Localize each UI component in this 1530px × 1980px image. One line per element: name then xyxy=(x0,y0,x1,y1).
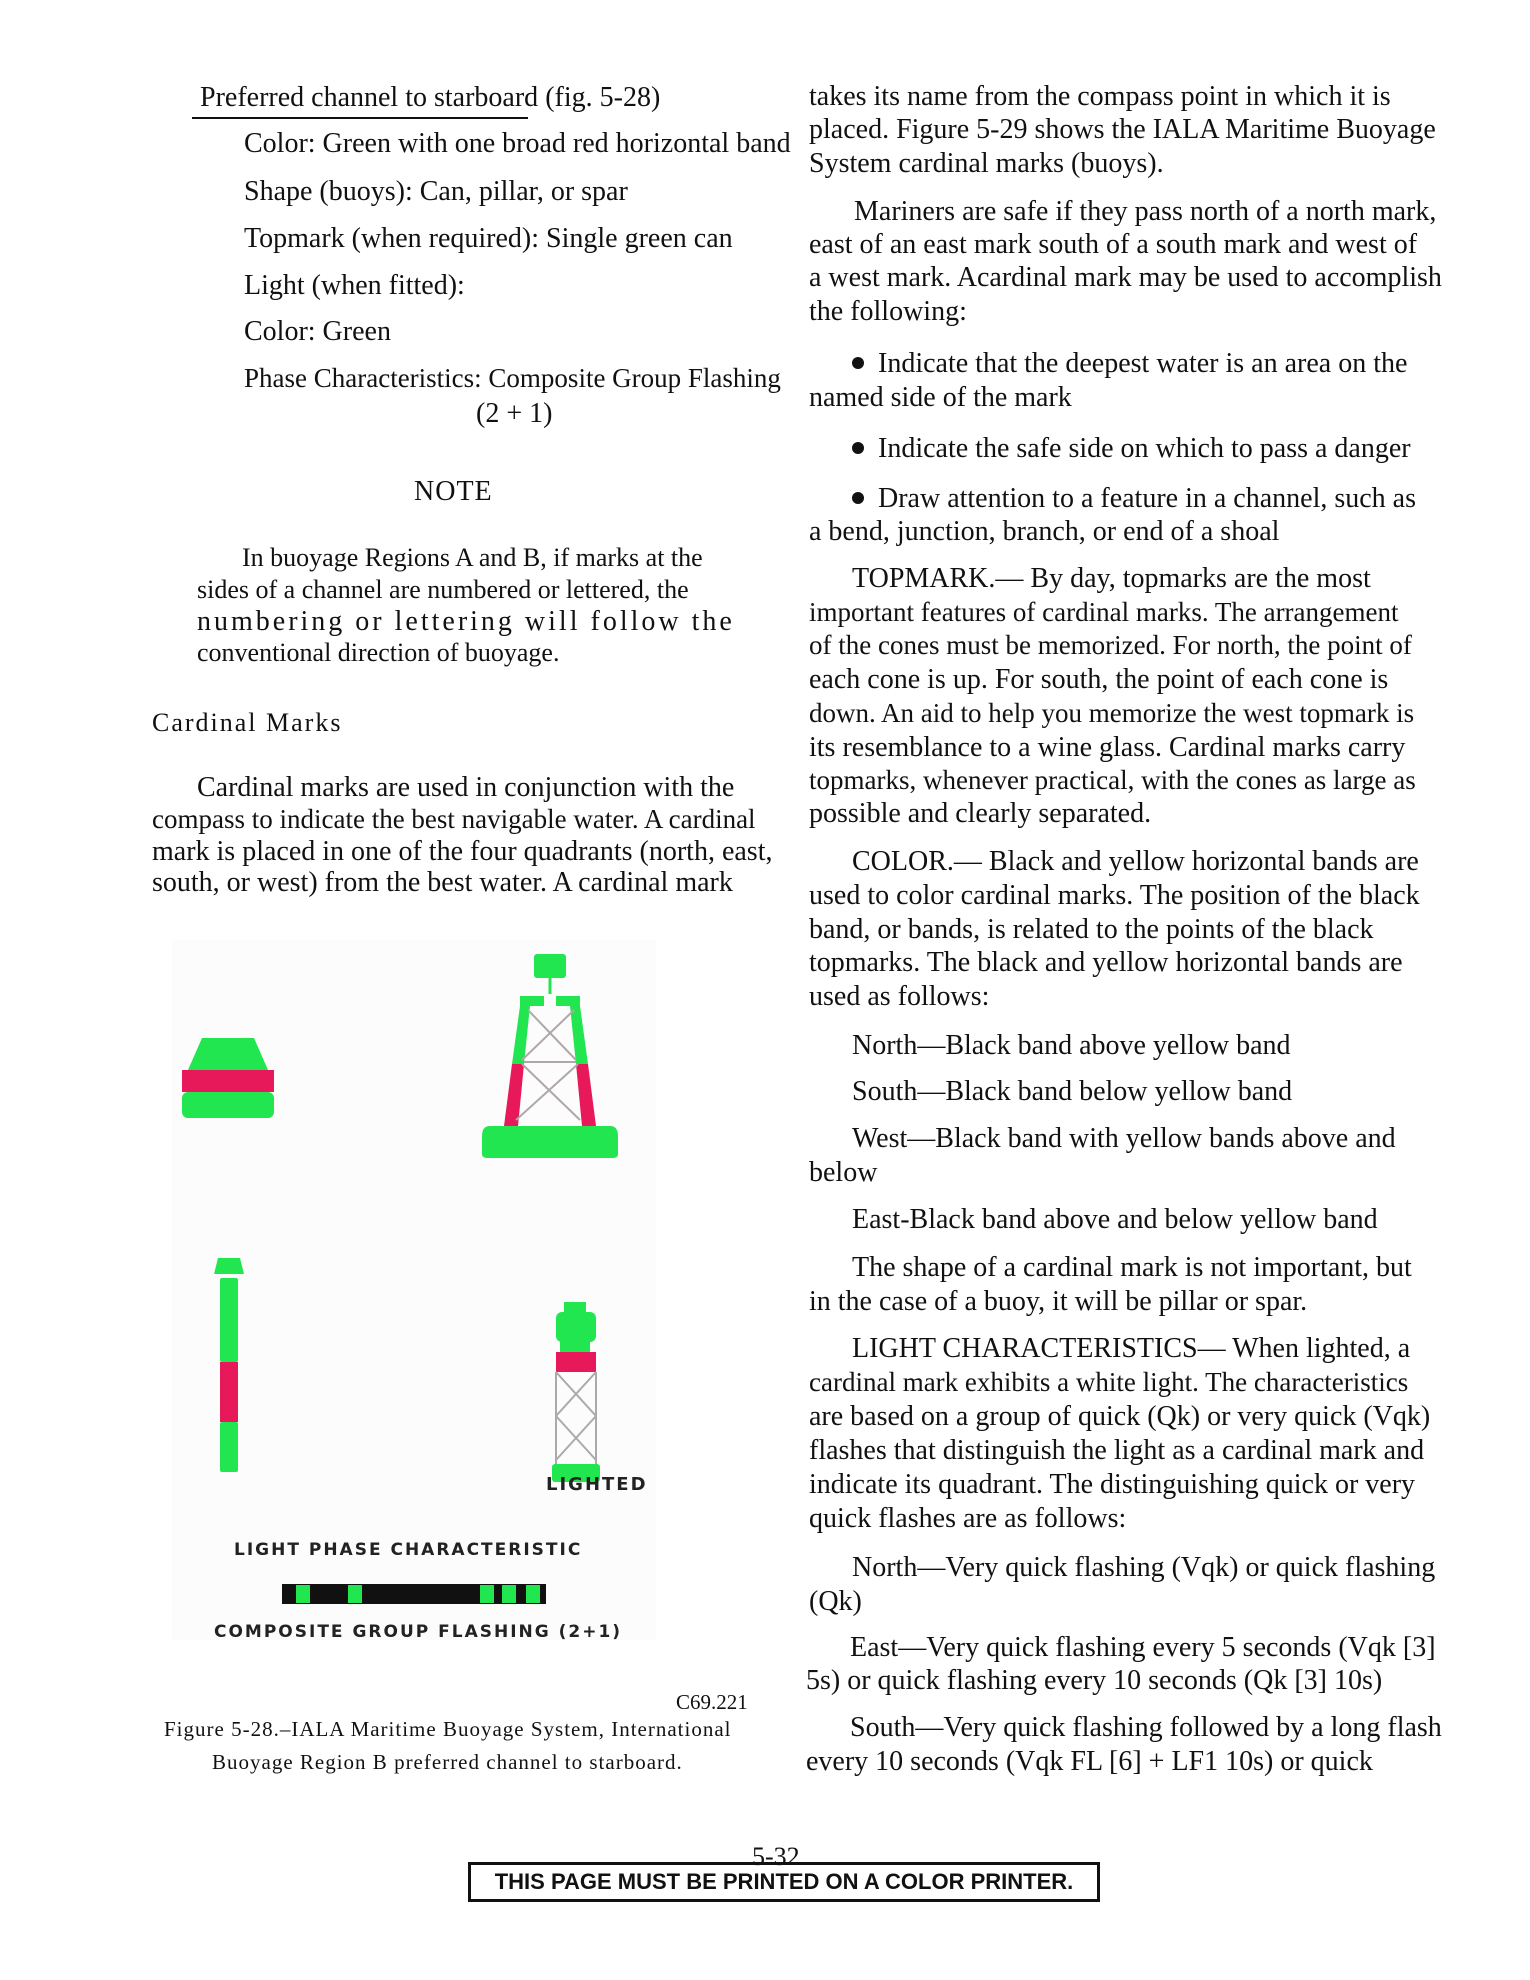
bullet-text: Indicate the safe side on which to pass a danger xyxy=(878,433,1411,464)
para-line: takes its name from the compass point in which it is xyxy=(809,81,1391,112)
para-line: Mariners are safe if they pass north of a north mark, xyxy=(854,196,1437,227)
para-line: are based on a group of quick (Qk) or very quick (Vqk) xyxy=(809,1401,1431,1432)
para-line: compass to indicate the best navigable water. A cardinal xyxy=(152,804,756,834)
bullet-item xyxy=(852,485,1416,513)
para-line: TOPMARK.— By day, topmarks are the most xyxy=(852,563,1371,594)
para-line: cardinal mark exhibits a white light. The characteristics xyxy=(809,1367,1409,1397)
bullet-text: a bend, junction, branch, or end of a shoal xyxy=(809,516,1280,547)
band-south: South—Black band below yellow band xyxy=(852,1076,1293,1107)
flash-label: COMPOSITE GROUP FLASHING (2+1) xyxy=(214,1622,623,1642)
flash-east: 5s) or quick flashing every 10 seconds (Qk [3] 10s) xyxy=(806,1665,1383,1696)
para-line: south, or west) from the best water. A cardinal mark xyxy=(152,867,733,898)
para-line: in the case of a buoy, it will be pillar or spar. xyxy=(809,1286,1308,1317)
para-line: quick flashes are as follows: xyxy=(809,1503,1127,1534)
para-line: used as follows: xyxy=(809,981,990,1012)
lighted-label: LIGHTED xyxy=(546,1474,648,1495)
can-buoy xyxy=(182,1038,274,1118)
bullet-text: Draw attention to a feature in a channel, such as xyxy=(878,483,1417,514)
figure-caption: Figure 5-28.–IALA Maritime Buoyage System, International xyxy=(164,1717,732,1741)
flash-phase-bar xyxy=(282,1584,546,1604)
para-line: important features of cardinal marks. The arrangement xyxy=(809,597,1399,627)
phase-label: LIGHT PHASE CHARACTERISTIC xyxy=(234,1540,583,1560)
bullet-item xyxy=(852,435,1411,463)
section-heading-text: Preferred channel to starboard xyxy=(200,82,539,113)
note-line: numbering or lettering will follow the xyxy=(197,606,735,637)
spec-light-color: Color: Green xyxy=(244,316,391,347)
para-line: its resemblance to a wine glass. Cardinal marks carry xyxy=(809,732,1406,763)
band-west: West—Black band with yellow bands above and xyxy=(852,1123,1396,1154)
note-line: In buoyage Regions A and B, if marks at the xyxy=(242,543,703,572)
bullet-text: named side of the mark xyxy=(809,382,1072,413)
spec-phase: Phase Characteristics: Composite Group Flashing xyxy=(244,363,781,393)
bullet-icon xyxy=(852,357,864,369)
para-line: each cone is up. For south, the point of each cone is xyxy=(809,664,1389,695)
flash-south: South—Very quick flashing followed by a long flash xyxy=(850,1712,1442,1743)
para-line: of the cones must be memorized. For north, the point of xyxy=(809,630,1412,660)
heading-underline xyxy=(192,117,528,119)
spec-topmark: Topmark (when required): Single green can xyxy=(244,223,733,254)
band-west: below xyxy=(809,1157,878,1188)
bullet-icon xyxy=(852,492,864,504)
para-line: down. An aid to help you memorize the west topmark is xyxy=(809,698,1415,728)
para-line: flashes that distinguish the light as a cardinal mark and xyxy=(809,1435,1425,1466)
para-line: east of an east mark south of a south mark and west of xyxy=(809,229,1418,260)
bullet-text: Indicate that the deepest water is an area on the xyxy=(878,348,1408,379)
note-line: sides of a channel are numbered or lettered, the xyxy=(197,575,689,604)
bullet-icon xyxy=(852,442,864,454)
flash-north: North—Very quick flashing (Vqk) or quick flashing xyxy=(852,1552,1436,1583)
para-line: topmarks. The black and yellow horizontal bands are xyxy=(809,947,1403,978)
para-line: a west mark. Acardinal mark may be used to accomplish xyxy=(809,262,1442,293)
spar-buoy xyxy=(214,1258,244,1472)
flash-north: (Qk) xyxy=(809,1586,862,1617)
page-number: 5-32 xyxy=(752,1842,800,1871)
band-east: East-Black band above and below yellow band xyxy=(852,1204,1378,1235)
section-heading xyxy=(200,84,660,112)
flash-east: East—Very quick flashing every 5 seconds (Vqk [3] xyxy=(850,1632,1436,1663)
note-title: NOTE xyxy=(414,476,493,507)
para-line: band, or bands, is related to the points of the black xyxy=(809,914,1374,945)
spec-phase-count: (2 + 1) xyxy=(476,398,553,429)
para-line: placed. Figure 5-29 shows the IALA Maritime Buoyage xyxy=(809,114,1436,145)
buoy-illustration xyxy=(172,940,656,1640)
para-line: used to color cardinal marks. The position of the black xyxy=(809,880,1420,911)
flash-south: every 10 seconds (Vqk FL [6] + LF1 10s) or quick xyxy=(806,1746,1373,1777)
figure-caption: Buoyage Region B preferred channel to starboard. xyxy=(212,1750,683,1774)
note-line: conventional direction of buoyage. xyxy=(197,638,560,667)
spec-light: Light (when fitted): xyxy=(244,270,465,301)
print-notice-box: THIS PAGE MUST BE PRINTED ON A COLOR PRINTER. xyxy=(468,1862,1100,1902)
figure-reference: (fig. 5-28) xyxy=(545,82,661,113)
figure-code: C69.221 xyxy=(676,1690,748,1714)
spec-shape: Shape (buoys): Can, pillar, or spar xyxy=(244,176,628,207)
para-line: LIGHT CHARACTERISTICS— When lighted, a xyxy=(852,1333,1411,1364)
band-north: North—Black band above yellow band xyxy=(852,1030,1291,1061)
para-line: topmarks, whenever practical, with the cones as large as xyxy=(809,765,1416,795)
para-line: COLOR.— Black and yellow horizontal bands are xyxy=(852,846,1419,877)
spec-color: Color: Green with one broad red horizontal band xyxy=(244,128,791,159)
lighted-buoy xyxy=(552,1302,600,1482)
para-line: mark is placed in one of the four quadrants (north, east, xyxy=(152,836,773,867)
para-line: possible and clearly separated. xyxy=(809,798,1152,829)
bullet-item xyxy=(852,350,1407,378)
figure-panel xyxy=(172,940,656,1640)
para-line: indicate its quadrant. The distinguishing quick or very xyxy=(809,1469,1416,1500)
para-line: System cardinal marks (buoys). xyxy=(809,148,1164,179)
para-line: The shape of a cardinal mark is not important, but xyxy=(852,1252,1412,1283)
para-line: the following: xyxy=(809,296,967,327)
para-line: Cardinal marks are used in conjunction with the xyxy=(197,772,735,803)
section-title-cardinal: Cardinal Marks xyxy=(152,708,343,737)
pillar-buoy xyxy=(482,954,618,1158)
